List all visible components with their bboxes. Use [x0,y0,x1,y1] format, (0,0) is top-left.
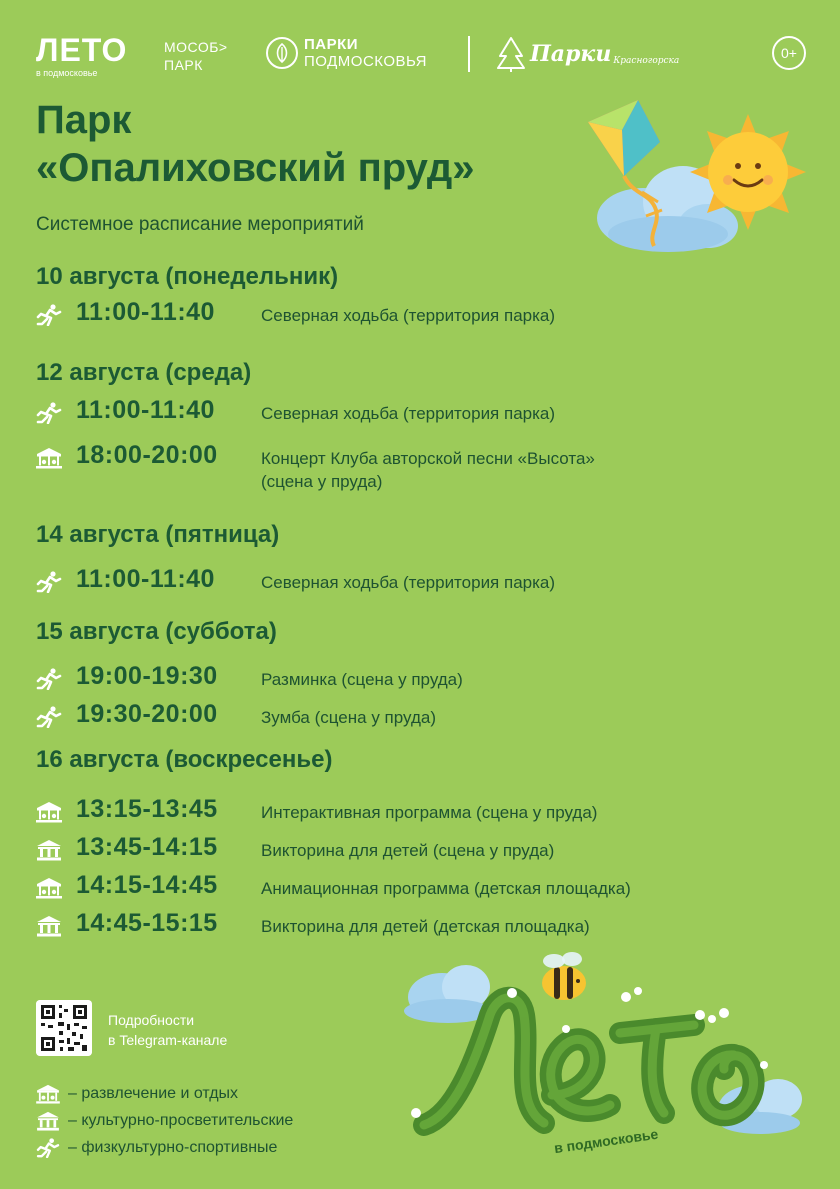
leto-grass-illustration [394,945,806,1165]
legend-item [36,1134,293,1161]
telegram-caption: Подробности в Telegram-канале [108,1012,228,1048]
museum-icon [36,915,62,937]
event-row [36,831,756,869]
kite-sun-illustration [588,100,814,260]
event-description: Северная ходьба (территория парка) [261,404,556,423]
day-block [36,745,756,945]
event-row [36,296,756,334]
day-block [36,617,756,745]
bee-icon [542,952,586,1000]
runner-icon [36,706,62,728]
event-time: 19:00-19:30 [76,662,218,690]
event-description: Северная ходьба (территория парка) [261,306,556,325]
leto-art-subtitle: в подмосковье [553,1125,660,1157]
event-time: 14:45-15:15 [76,909,218,937]
event-time: 11:00-11:40 [76,565,215,593]
day-block [36,262,756,358]
day-title: 10 августа (понедельник) [36,263,339,290]
header [36,30,806,80]
event-description: Северная ходьба (территория парка) [261,573,556,592]
legend-item [36,1080,293,1107]
tree-icon [496,36,526,72]
event-description: Интерактивная программа (сцена у пруда) [261,803,598,822]
event-row [36,869,756,907]
day-block [36,358,756,520]
legend [36,1080,293,1161]
event-row [36,793,756,831]
day-title: 14 августа (пятница) [36,521,280,548]
event-description: Разминка (сцена у пруда) [261,670,463,689]
legend-label: – развлечение и отдых [68,1084,239,1102]
legend-label: – культурно-просветительские [68,1111,294,1129]
event-time: 13:45-14:15 [76,833,218,861]
leto-logo: ЛЕТО в подмосковье [36,32,128,78]
telegram-qr-code[interactable] [36,1000,92,1056]
carousel-icon [36,877,62,899]
day-title: 12 августа (среда) [36,359,252,386]
event-description: Концерт Клуба авторской песни «Высота» (сцена у пруда) [261,449,595,491]
runner-icon [36,1138,60,1158]
event-time: 19:30-20:00 [76,700,218,728]
parki-krasnogorska-logo: Парки Красногорска [496,36,679,72]
event-description: Зумба (сцена у пруда) [261,708,436,727]
event-row [36,660,756,698]
day-block [36,520,756,617]
event-row [36,907,756,945]
legend-label: – физкультурно-спортивные [68,1138,278,1156]
event-description: Анимационная программа (детская площадка) [261,879,631,898]
event-row [36,563,756,601]
leaf-icon [266,37,298,69]
event-time: 13:15-13:45 [76,795,218,823]
age-rating-badge: 0+ [772,36,806,70]
runner-icon [36,402,62,424]
sun-icon [690,114,806,230]
schedule [36,262,756,945]
event-time: 14:15-14:45 [76,871,218,899]
runner-icon [36,571,62,593]
carousel-icon [36,801,62,823]
page-title: Парк «Опалиховский пруд» [36,98,475,190]
carousel-icon [36,447,62,469]
carousel-icon [36,1084,60,1104]
page-subtitle: Системное расписание мероприятий [36,214,364,235]
legend-item [36,1107,293,1134]
museum-icon [36,839,62,861]
day-title: 16 августа (воскресенье) [36,746,333,773]
event-row [36,439,756,499]
event-row [36,394,756,432]
event-time: 11:00-11:40 [76,298,215,326]
mosoblpark-logo: МОСОБ> ПАРК [164,39,228,73]
event-description: Викторина для детей (детская площадка) [261,917,590,936]
runner-icon [36,304,62,326]
event-time: 11:00-11:40 [76,396,215,424]
event-row [36,698,756,736]
event-description: Викторина для детей (сцена у пруда) [261,841,555,860]
museum-icon [36,1111,60,1131]
runner-icon [36,668,62,690]
event-time: 18:00-20:00 [76,441,218,469]
parki-podmoskovya-logo: ПАРКИ ПОДМОСКОВЬЯ [266,36,427,70]
day-title: 15 августа (суббота) [36,618,277,645]
logo-divider [468,36,470,72]
